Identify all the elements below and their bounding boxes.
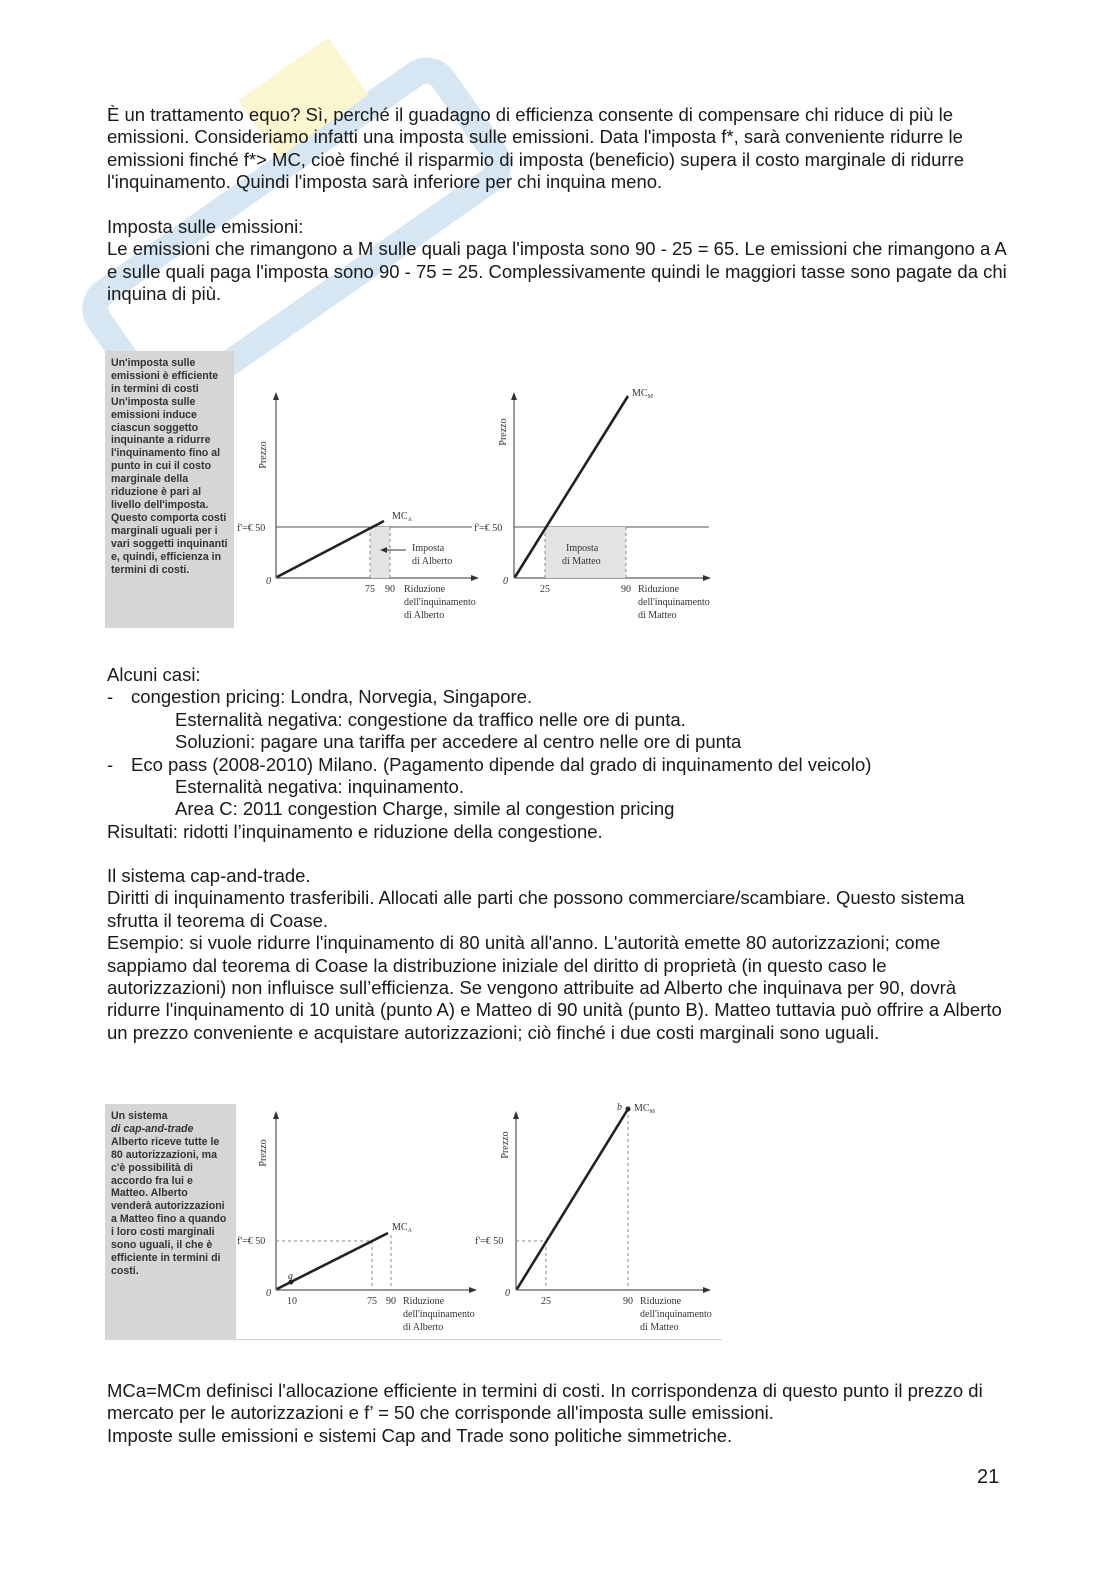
tax-label-1: Imposta [412, 543, 445, 554]
conclusion-paragraph-2: Imposte sulle emissioni e sistemi Cap and Trade sono politiche simmetriche. [107, 1424, 733, 1446]
case-item-2 [107, 754, 1007, 776]
x-tick-90: 90 [386, 1296, 396, 1307]
mc-m-label: $MC_M$ [632, 388, 653, 400]
x-label-1: Riduzione [403, 1296, 445, 1307]
x-label-2: dell'inquinamento [638, 597, 710, 608]
y-axis-arrow [513, 1111, 519, 1119]
cap-trade-paragraph-2: Esempio: si vuole ridurre l'inquinamento di 80 unità all'anno. L'autorità emette 80 autorizzazioni; come sappiamo dal teorema di Coase la distribuzione iniziale del diritto di proprietà (in questo caso le autorizzazioni) non influisce sull’efficienza. Se vengono attribuite ad Alberto che inquinava per 90, dovrà ridurre l'inquinamento di 10 unità (punto A) e Matteo di 90 unità (punto B). Matteo tuttavia può offrire a Alberto un prezzo conveniente e acquistare autorizzazioni; ciò finché i due costi marginali sono uguali. [107, 932, 1002, 1043]
x-label-2: dell'inquinamento [640, 1309, 712, 1320]
cases-title: Alcuni casi: [107, 664, 201, 685]
x-label-2: dell'inquinamento [404, 597, 476, 608]
x-tick-75: 75 [365, 584, 375, 595]
origin-label: 0 [266, 576, 271, 587]
x-tick-10: 10 [287, 1296, 297, 1307]
y-axis-label: Prezzo [258, 1139, 269, 1167]
origin-label: 0 [505, 1288, 510, 1299]
case-item-1-text: congestion pricing: Londra, Norvegia, Singapore. [131, 686, 533, 708]
x-label-3: di Alberto [404, 610, 445, 621]
x-label-1: Riduzione [640, 1296, 682, 1307]
cases-section [107, 664, 1007, 843]
x-tick-25: 25 [541, 1296, 551, 1307]
case-item-2-sub-2: Area C: 2011 congestion Charge, simile al congestion pricing [175, 798, 675, 820]
point-b [626, 1107, 631, 1112]
tax-label-2: di Matteo [562, 556, 601, 567]
x-tick-25: 25 [540, 584, 550, 595]
emission-tax-title: Imposta sulle emissioni: [107, 216, 304, 238]
figure1-caption [105, 351, 234, 628]
mc-a-label: $MC_A$ [392, 511, 412, 523]
bullet-dash: - [107, 686, 114, 708]
origin-label: 0 [503, 576, 508, 587]
mc-m-curve [517, 1109, 628, 1289]
cases-results: Risultati: ridotti l’inquinamento e riduzione della congestione. [107, 820, 603, 842]
x-label-3: di Matteo [640, 1322, 679, 1333]
x-tick-75: 75 [367, 1296, 377, 1307]
tax-label-2: di Alberto [412, 556, 453, 567]
case-item-2-sub-1: Esternalità negativa: inquinamento. [175, 776, 464, 798]
figure2-graphs [234, 1095, 724, 1340]
figure1-left-graph [237, 392, 479, 621]
x-label-1: Riduzione [404, 584, 446, 595]
x-label-2: dell'inquinamento [403, 1309, 475, 1320]
conclusion-paragraph-1: MCa=MCm definisci l'allocazione efficiente in termini di costi. In corrispondenza di questo punto il prezzo di mercato per le autorizzazioni e f’ = 50 che corrisponde all'imposta sulle emissioni. [107, 1380, 983, 1424]
case-item-1-sub-2: Soluzioni: pagare una tariffa per accedere al centro nelle ore di punta [175, 731, 742, 753]
x-label-3: di Alberto [403, 1322, 444, 1333]
origin-label: 0 [266, 1288, 271, 1299]
y-axis-label: Prezzo [258, 441, 269, 469]
intro-section [107, 104, 1007, 306]
x-label-1: Riduzione [638, 584, 680, 595]
x-tick-90: 90 [623, 1296, 633, 1307]
y-axis-label: Prezzo [498, 418, 509, 446]
cap-trade-paragraph-1: Diritti di inquinamento trasferibili. Allocati alle parti che possono commerciare/scambiare. Questo sistema sfrutta il teorema di Coase. [107, 887, 965, 931]
cap-trade-section [107, 865, 1007, 1044]
figure2-caption [105, 1104, 236, 1340]
price-label: f'=€ 50 [237, 1236, 266, 1247]
figure1-graphs [234, 380, 724, 630]
y-axis-arrow [273, 1111, 279, 1119]
x-axis-arrow [469, 1287, 477, 1293]
price-label: f'=€ 50 [474, 523, 503, 534]
conclusion-section [107, 1380, 1007, 1447]
point-a-label: a [288, 1271, 293, 1282]
mc-m-label: $MC_M$ [634, 1103, 655, 1115]
figure2-left-graph [237, 1111, 477, 1333]
x-axis-arrow [703, 575, 711, 581]
figure1-right-graph [474, 388, 711, 621]
tax-label-1: Imposta [566, 543, 599, 554]
case-item-1-sub-1: Esternalità negativa: congestione da traffico nelle ore di punta. [175, 708, 686, 730]
x-tick-90: 90 [385, 584, 395, 595]
case-item-2-text: Eco pass (2008-2010) Milano. (Pagamento dipende dal grado di inquinamento del veicolo) [131, 753, 872, 775]
price-label: f'=€ 50 [475, 1236, 504, 1247]
x-tick-90: 90 [621, 584, 631, 595]
price-label: f'=€ 50 [237, 523, 266, 534]
bullet-dash: - [107, 753, 114, 775]
case-item-1 [107, 686, 1007, 708]
figure2-caption-body: Alberto riceve tutte le 80 autorizzazioni, ma c'è possibilità di accordo fra lui e Matteo. Alberto venderà autorizzazioni a Matteo fino a quando i loro costi marginali sono uguali, il che è efficiente in termini di costi. [111, 1135, 227, 1277]
cap-trade-title: Il sistema cap-and-trade. [107, 865, 311, 886]
y-axis-arrow [511, 392, 517, 400]
point-b-label: b [617, 1102, 622, 1113]
x-axis-arrow [703, 1287, 711, 1293]
figure1-caption-title: Un'imposta sulle emissioni è efficiente in termini di costi [111, 357, 219, 395]
figure2-right-graph [475, 1102, 712, 1333]
figure2-caption-title-1: Un sistema [111, 1110, 168, 1122]
page-number: 21 [977, 1466, 1000, 1488]
y-axis-label: Prezzo [500, 1131, 511, 1159]
x-axis-arrow [471, 575, 479, 581]
intro-paragraph-2: Le emissioni che rimangono a M sulle quali paga l'imposta sono 90 - 25 = 65. Le emissioni che rimangono a A e sulle quali paga l'imposta sono 90 - 75 = 25. Complessivamente quindi le maggiori tasse sono pagate da chi inquina di più. [107, 238, 1007, 305]
y-axis-arrow [273, 392, 279, 400]
intro-paragraph-1: È un trattamento equo? Sì, perché il guadagno di efficienza consente di compensare chi riduce di più le emissioni. Consideriamo infatti una imposta sulle emissioni. Data l'imposta f*, sarà conveniente ridurre le emissioni finché f*> MC, cioè finché il risparmio di imposta (beneficio) supera il costo marginale di ridurre l'inquinamento. Quindi l'imposta sarà inferiore per chi inquina meno. [107, 104, 965, 193]
figure2-caption-title-2: di cap-and-trade [111, 1122, 194, 1135]
figure1-caption-body: Un'imposta sulle emissioni induce ciascun soggetto inquinante a ridurre l'inquinamento fino al punto in cui il costo marginale della riduzione è pari al livello dell'imposta. Questo comporta costi marginali uguali per i vari soggetti inquinanti e, quindi, efficienza in termini di costi. [111, 395, 228, 576]
x-label-3: di Matteo [638, 610, 677, 621]
mc-a-curve [277, 521, 384, 577]
mc-a-label: $MC_A$ [392, 1222, 412, 1234]
